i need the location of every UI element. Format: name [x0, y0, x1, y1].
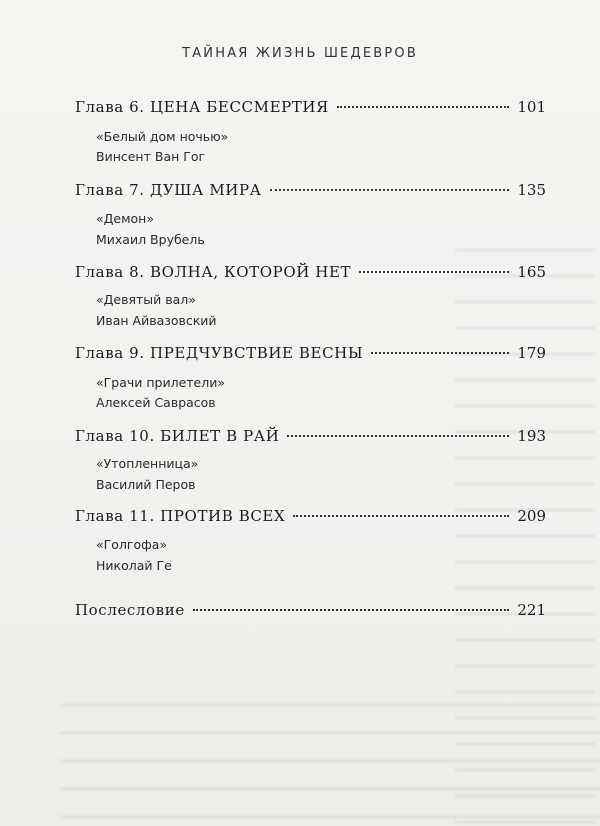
artist-name: Василий Перов: [96, 477, 196, 492]
toc-entry-chapter-9[interactable]: [75, 344, 546, 366]
chapter-title: Глава 11. ПРОТИВ ВСЕХ: [75, 507, 286, 525]
afterword-title: Послесловие: [75, 601, 185, 619]
running-head: ТАЙНАЯ ЖИЗНЬ ШЕДЕВРОВ: [182, 46, 418, 61]
chapter-title: Глава 6. ЦЕНА БЕССМЕРТИЯ: [75, 98, 329, 116]
toc-entry-chapter-10[interactable]: [75, 427, 546, 449]
chapter-title: Глава 8. ВОЛНА, КОТОРОЙ НЕТ: [75, 263, 352, 281]
painting-title: «Девятый вал»: [96, 292, 196, 307]
artist-name: Винсент Ван Гог: [96, 149, 206, 164]
toc-entry-chapter-11[interactable]: [75, 507, 546, 529]
toc-entry-chapter-8[interactable]: [75, 263, 546, 285]
painting-title: «Утопленница»: [96, 456, 199, 471]
toc-entry-chapter-7[interactable]: [75, 181, 546, 203]
chapter-title: Глава 10. БИЛЕТ В РАЙ: [75, 427, 280, 445]
artist-name: Иван Айвазовский: [96, 313, 217, 328]
dot-leader: [287, 435, 509, 437]
show-through-text-bottom: [60, 690, 600, 826]
dot-leader: [359, 271, 509, 273]
toc-entry-afterword[interactable]: [75, 601, 546, 623]
page-number: 221: [517, 601, 546, 619]
page-number: 135: [517, 181, 546, 199]
artist-name: Алексей Саврасов: [96, 395, 216, 410]
painting-title: «Демон»: [96, 211, 155, 226]
painting-title: «Белый дом ночью»: [96, 129, 229, 144]
dot-leader: [337, 106, 510, 108]
page-number: 165: [517, 263, 546, 281]
dot-leader: [193, 609, 510, 611]
page-number: 193: [517, 427, 546, 445]
dot-leader: [270, 189, 510, 191]
page-number: 179: [517, 344, 546, 362]
page-number: 209: [517, 507, 546, 525]
artist-name: Николай Ге: [96, 558, 172, 573]
page-number: 101: [517, 98, 546, 116]
artist-name: Михаил Врубель: [96, 232, 205, 247]
chapter-title: Глава 7. ДУША МИРА: [75, 181, 262, 199]
painting-title: «Голгофа»: [96, 537, 168, 552]
dot-leader: [293, 515, 509, 517]
dot-leader: [371, 352, 509, 354]
chapter-title: Глава 9. ПРЕДЧУВСТВИЕ ВЕСНЫ: [75, 344, 364, 362]
toc-entry-chapter-6[interactable]: [75, 98, 546, 120]
painting-title: «Грачи прилетели»: [96, 375, 225, 390]
